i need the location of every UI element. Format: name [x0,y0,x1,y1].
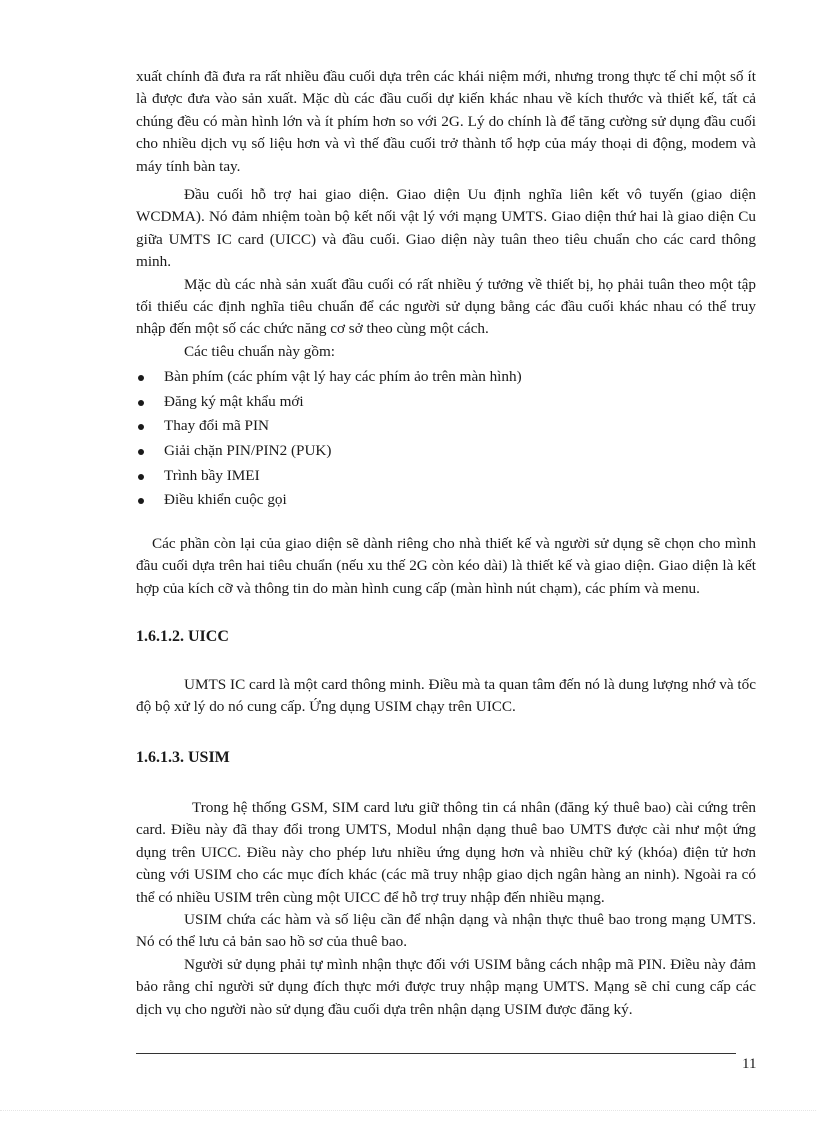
footer-rule [136,1053,736,1054]
paragraph-usim-functions: USIM chứa các hàm và số liệu cần để nhận dạng và nhận thực thuê bao trong mạng UMTS. Nó có thể lưu cả bản sao hồ sơ của thuê bao. [136,910,756,951]
list-item: Bàn phím (các phím vật lý hay các phím ảo trên màn hình) [136,365,756,390]
heading-uicc: 1.6.1.2. UICC [136,628,229,646]
bullet-icon [138,375,144,381]
list-item: Trình bầy IMEI [136,464,756,489]
paragraph-standards-intro: Mặc dù các nhà sản xuất đầu cuối có rất nhiều ý tưởng về thiết bị, họ phải tuân theo một tập tối thiểu các định nghĩa tiêu chuẩn để các người sử dụng bằng các đầu cuối khác nhau có thể truy nhập đến một số các chức năng cơ sở theo cùng một cách. [136,275,756,338]
paragraph-usim-gsm: Trong hệ thống GSM, SIM card lưu giữ thông tin cá nhân (đăng ký thuê bao) cài cứng trên card. Điều này đã thay đổi trong UMTS, Modul nhận dạng thuê bao UMTS được cài như một ứng dụng trên UICC. Điều này cho phép lưu nhiều ứng dụng hơn và nhiều chữ ký (khóa) điện tử hơn cùng với USIM cho các mục đích khác (các mã truy nhập giao dịch ngân hàng an ninh). Ngoài ra có thể có nhiều USIM trên cùng một UICC để hỗ trợ truy nhập đến nhiều mạng. [136,798,756,906]
bullet-icon [138,498,144,504]
page-edge-divider [0,1110,816,1111]
paragraph-standards-lead: Các tiêu chuẩn này gồm: [184,342,335,360]
page-number: 11 [742,1056,757,1072]
list-item: Thay đổi mã PIN [136,414,756,439]
bullet-icon [138,400,144,406]
paragraph-usim-pin: Người sử dụng phải tự mình nhận thực đối với USIM bằng cách nhập mã PIN. Điều này đảm bảo rằng chỉ người sử dụng đích thực mới được truy nhập mạng UMTS. Mạng sẽ chỉ cung cấp các dịch vụ cho người nào sử dụng đầu cuối dựa trên nhận dạng USIM được đăng ký. [136,955,756,1018]
paragraph-uicc: UMTS IC card là một card thông minh. Điều mà ta quan tâm đến nó là dung lượng nhớ và tốc độ bộ xử lý do nó cung cấp. Ứng dụng USIM chạy trên UICC. [136,676,756,716]
list-item: Đăng ký mật khẩu mới [136,390,756,415]
bullet-icon [138,474,144,480]
bullet-icon [138,449,144,455]
bullet-icon [138,424,144,430]
paragraph-terminal-interfaces: Đầu cuối hỗ trợ hai giao diện. Giao diện Uu định nghĩa liên kết vô tuyến (giao diện WCDMA). Nó đảm nhiệm toàn bộ kết nối vật lý với mạng UMTS. Giao diện thứ hai là giao diện Cu giữa UMTS IC card (UICC) và đầu cuối. Giao diện này tuân theo tiêu chuẩn cho các card thông minh. [136,186,756,271]
heading-usim: 1.6.1.3. USIM [136,748,230,766]
paragraph-interface-design: Các phần còn lại của giao diện sẽ dành riêng cho nhà thiết kế và người sử dụng sẽ chọn cho mình đầu cuối dựa trên hai tiêu chuẩn (nếu xu thế 2G còn kéo dài) là thiết kế và giao diện. Giao diện là kết hợp của kích cỡ và thông tin do màn hình cung cấp (màn hình nút chạm), các phím và menu. [136,534,756,597]
paragraph-terminal-intro: xuất chính đã đưa ra rất nhiều đầu cuối dựa trên các khái niệm mới, nhưng trong thực tế chỉ một số ít là được đưa vào sản xuất. Mặc dù các đầu cuối dự kiến khác nhau về kích thước và thiết kế, tất cả chúng đều có màn hình lớn và ít phím hơn so với 2G. Lý do chính là để tăng cường sử dụng đầu cuối cho nhiều dịch vụ số liệu hơn và vì thế đầu cuối trở thành tổ hợp của máy thoại di động, modem và máy tính bàn tay. [136,68,756,175]
document-body [136,66,756,1021]
list-item: Giải chặn PIN/PIN2 (PUK) [136,439,756,464]
spacer [136,513,756,533]
list-item: Điều khiển cuộc gọi [136,488,756,513]
standards-list [136,365,756,513]
